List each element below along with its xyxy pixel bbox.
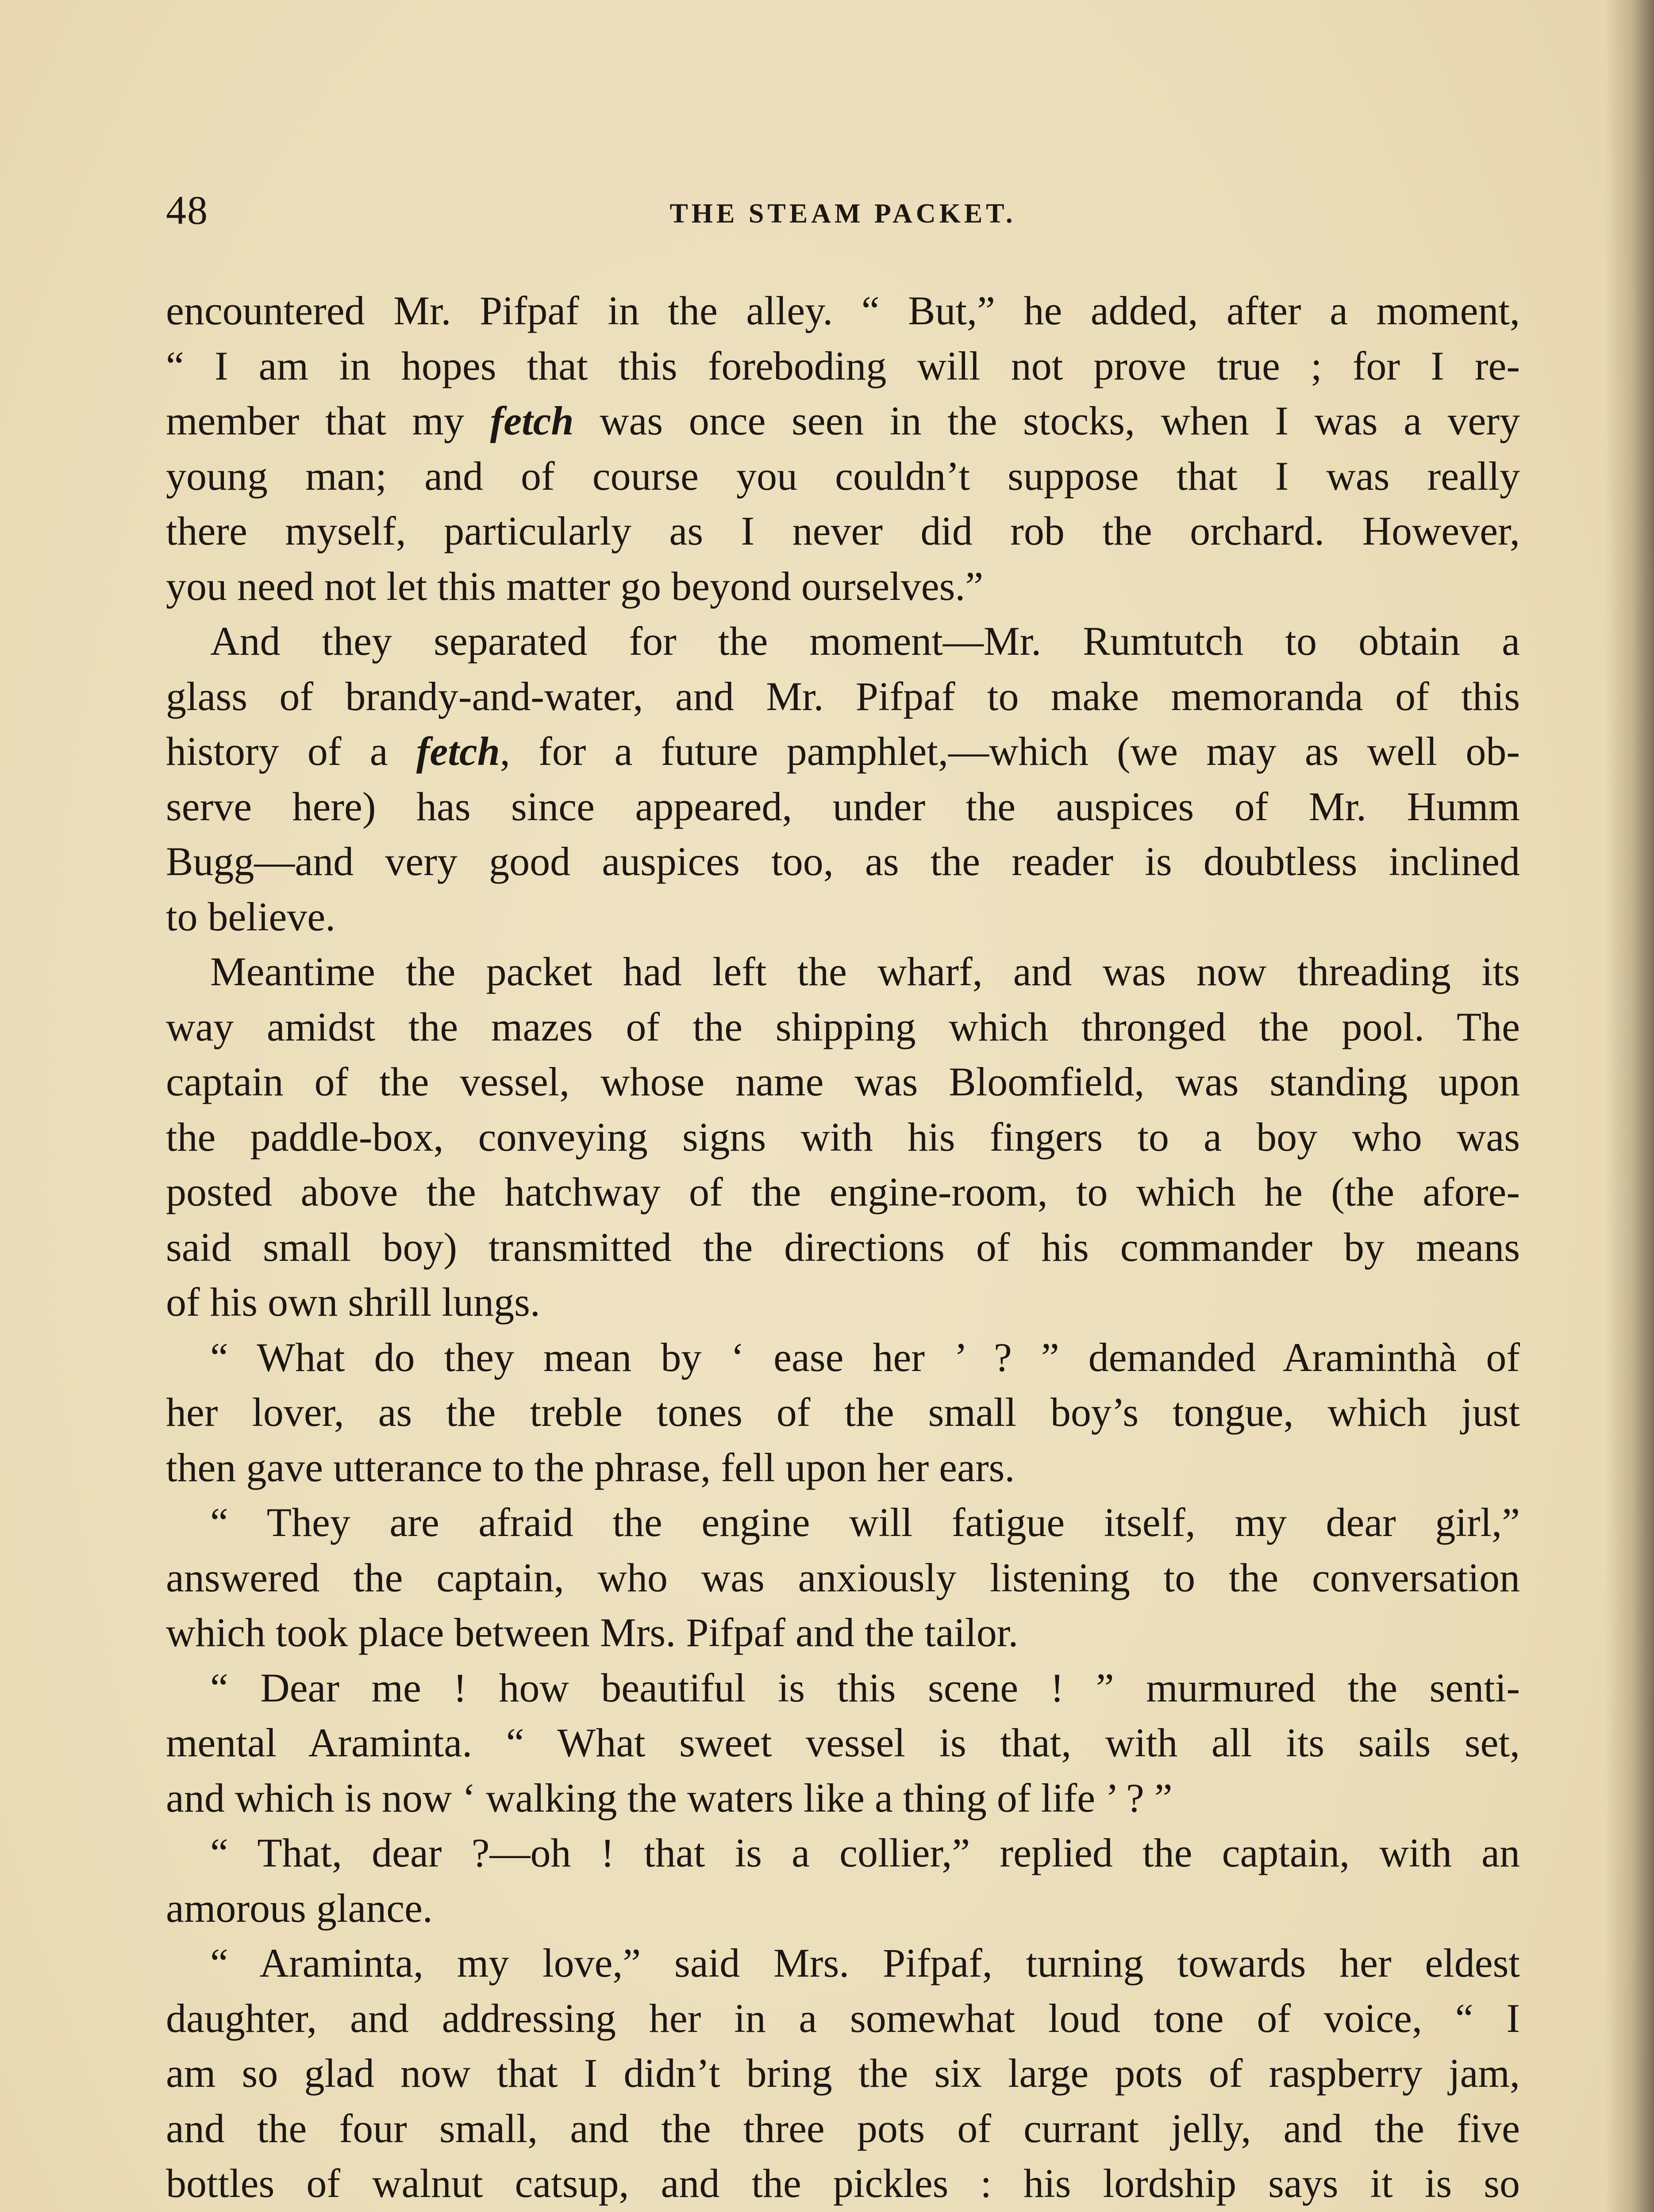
text-line: “ What do they mean by ‘ ease her ’ ? ” demanded Araminthà of: [210, 1334, 1520, 1380]
text-line: serve here) has since appeared, under the auspices of Mr. Humm: [166, 783, 1520, 829]
text-line: which took place between Mrs. Pifpaf and the tailor.: [166, 1610, 1019, 1655]
running-title: THE STEAM PACKET.: [669, 199, 1016, 229]
paragraph: [166, 1330, 1520, 1495]
text-line: then gave utterance to the phrase, fell upon her ears.: [166, 1444, 1015, 1490]
page-edge-shadow: [1605, 0, 1654, 2212]
paragraph: [166, 283, 1520, 614]
text-line: Meantime the packet had left the wharf, and was now threading its: [210, 949, 1520, 994]
page-number: 48: [166, 188, 208, 233]
text-line: member that my fetch was once seen in the stocks, when I was a very: [166, 398, 1520, 443]
body-text: [166, 283, 1520, 2212]
text-line: am so glad now that I didn’t bring the six large pots of raspberry jam,: [166, 2051, 1520, 2096]
text-line: “ Dear me ! how beautiful is this scene ! ” murmured the senti-: [210, 1665, 1520, 1710]
text-line: Bugg—and very good auspices too, as the reader is doubtless inclined: [166, 839, 1520, 884]
text-line: answered the captain, who was anxiously listening to the conversation: [166, 1555, 1520, 1600]
text-line: young man; and of course you couldn’t suppose that I was really: [166, 453, 1520, 499]
text-line: amorous glance.: [166, 1885, 433, 1931]
text-line: and which is now ‘ walking the waters like a thing of life ’ ? ”: [166, 1775, 1173, 1820]
paragraph: [166, 944, 1520, 1330]
text-line: said small boy) transmitted the directions of his commander by means: [166, 1224, 1520, 1270]
page-header: [166, 186, 1520, 234]
text-line: encountered Mr. Pifpaf in the alley. “ But,” he added, after a moment,: [166, 288, 1520, 333]
paragraph: [166, 1495, 1520, 1660]
text-line: the paddle-box, conveying signs with his fingers to a boy who was: [166, 1114, 1520, 1160]
text-line: “ I am in hopes that this foreboding will not prove true ; for I re-: [166, 343, 1520, 388]
text-line: to believe.: [166, 894, 336, 939]
text-line: mental Araminta. “ What sweet vessel is that, with all its sails set,: [166, 1720, 1520, 1765]
text-line: captain of the vessel, whose name was Bloomfield, was standing upon: [166, 1059, 1520, 1104]
text-line: daughter, and addressing her in a somewhat loud tone of voice, “ I: [166, 1995, 1520, 2041]
text-line: you need not let this matter go beyond ourselves.”: [166, 563, 984, 609]
text-line: history of a fetch, for a future pamphlet,—which (we may as well ob-: [166, 729, 1520, 774]
text-line: her lover, as the treble tones of the small boy’s tongue, which just: [166, 1390, 1520, 1435]
text-line: “ They are afraid the engine will fatigue itself, my dear girl,”: [210, 1500, 1520, 1545]
text-line: and the four small, and the three pots of currant jelly, and the five: [166, 2105, 1520, 2151]
text-line: of his own shrill lungs.: [166, 1279, 540, 1325]
text-line: “ Araminta, my love,” said Mrs. Pifpaf, turning towards her eldest: [210, 1940, 1520, 1985]
text-line: there myself, particularly as I never did rob the orchard. However,: [166, 508, 1520, 553]
paragraph: [166, 614, 1520, 944]
text-line: “ That, dear ?—oh ! that is a collier,” replied the captain, with an: [210, 1830, 1520, 1875]
text-line: bottles of walnut catsup, and the pickles : his lordship says it is so: [166, 2161, 1520, 2206]
paragraph: [166, 1936, 1520, 2212]
paragraph: [166, 1660, 1520, 1826]
text-line: way amidst the mazes of the shipping which thronged the pool. The: [166, 1004, 1520, 1049]
text-line: posted above the hatchway of the engine-room, to which he (the afore-: [166, 1169, 1520, 1214]
text-line: glass of brandy-and-water, and Mr. Pifpaf to make memoranda of this: [166, 673, 1520, 719]
text-line: And they separated for the moment—Mr. Rumtutch to obtain a: [210, 618, 1520, 664]
paragraph: [166, 1825, 1520, 1936]
